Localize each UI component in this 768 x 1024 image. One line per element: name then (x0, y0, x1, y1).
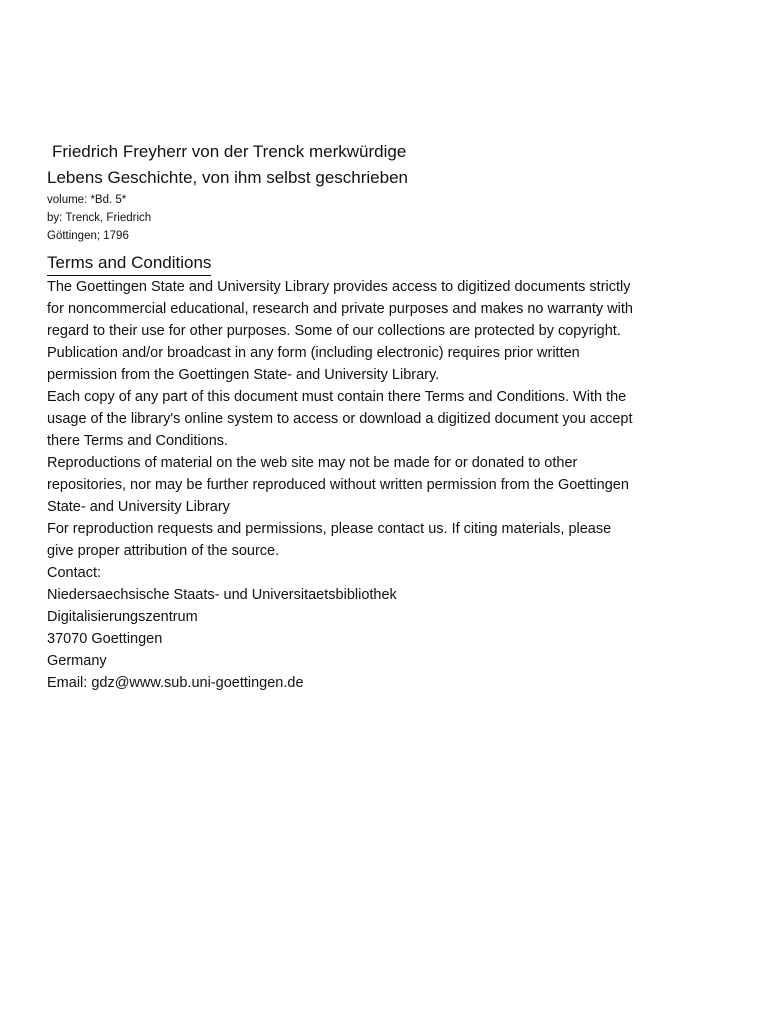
contact-email: Email: gdz@www.sub.uni-goettingen.de (47, 675, 304, 691)
contact-city: 37070 Goettingen (47, 631, 163, 647)
terms-line: Each copy of any part of this document must contain there Terms and Conditions. With the (47, 389, 627, 405)
document-title-line-2: Lebens Geschichte, von ihm selbst geschrieben (47, 168, 408, 187)
contact-department: Digitalisierungszentrum (47, 609, 198, 625)
terms-line: permission from the Goettingen State- and University Library. (47, 367, 440, 383)
terms-line: State- and University Library (47, 499, 230, 515)
volume-info: volume: *Bd. 5* (47, 194, 127, 206)
terms-line: Reproductions of material on the web site may not be made for or donated to other (47, 455, 578, 471)
terms-line: The Goettingen State and University Library provides access to digitized documents strictly (47, 279, 631, 295)
document-header (47, 139, 737, 245)
terms-line: For reproduction requests and permissions, please contact us. If citing materials, please (47, 521, 612, 537)
document-title-line-1: Friedrich Freyherr von der Trenck merkwürdige (52, 142, 407, 161)
terms-body (47, 276, 737, 694)
imprint-info: Göttingen; 1796 (47, 230, 129, 242)
terms-line: usage of the library's online system to access or download a digitized document you accept (47, 411, 633, 427)
contact-label: Contact: (47, 565, 101, 581)
terms-line: repositories, nor may be further reproduced without written permission from the Goettingen (47, 477, 629, 493)
terms-line: for noncommercial educational, research and private purposes and makes no warranty with (47, 301, 633, 317)
terms-line: regard to their use for other purposes. Some of our collections are protected by copyright. (47, 323, 621, 339)
author-info: by: Trenck, Friedrich (47, 212, 152, 224)
terms-line: there Terms and Conditions. (47, 433, 229, 449)
document-page (47, 139, 737, 694)
terms-line: give proper attribution of the source. (47, 543, 280, 559)
contact-country: Germany (47, 653, 107, 669)
contact-institution: Niedersaechsische Staats- und Universitaetsbibliothek (47, 587, 397, 603)
terms-heading: Terms and Conditions (47, 252, 211, 276)
terms-line: Publication and/or broadcast in any form (including electronic) requires prior written (47, 345, 580, 361)
